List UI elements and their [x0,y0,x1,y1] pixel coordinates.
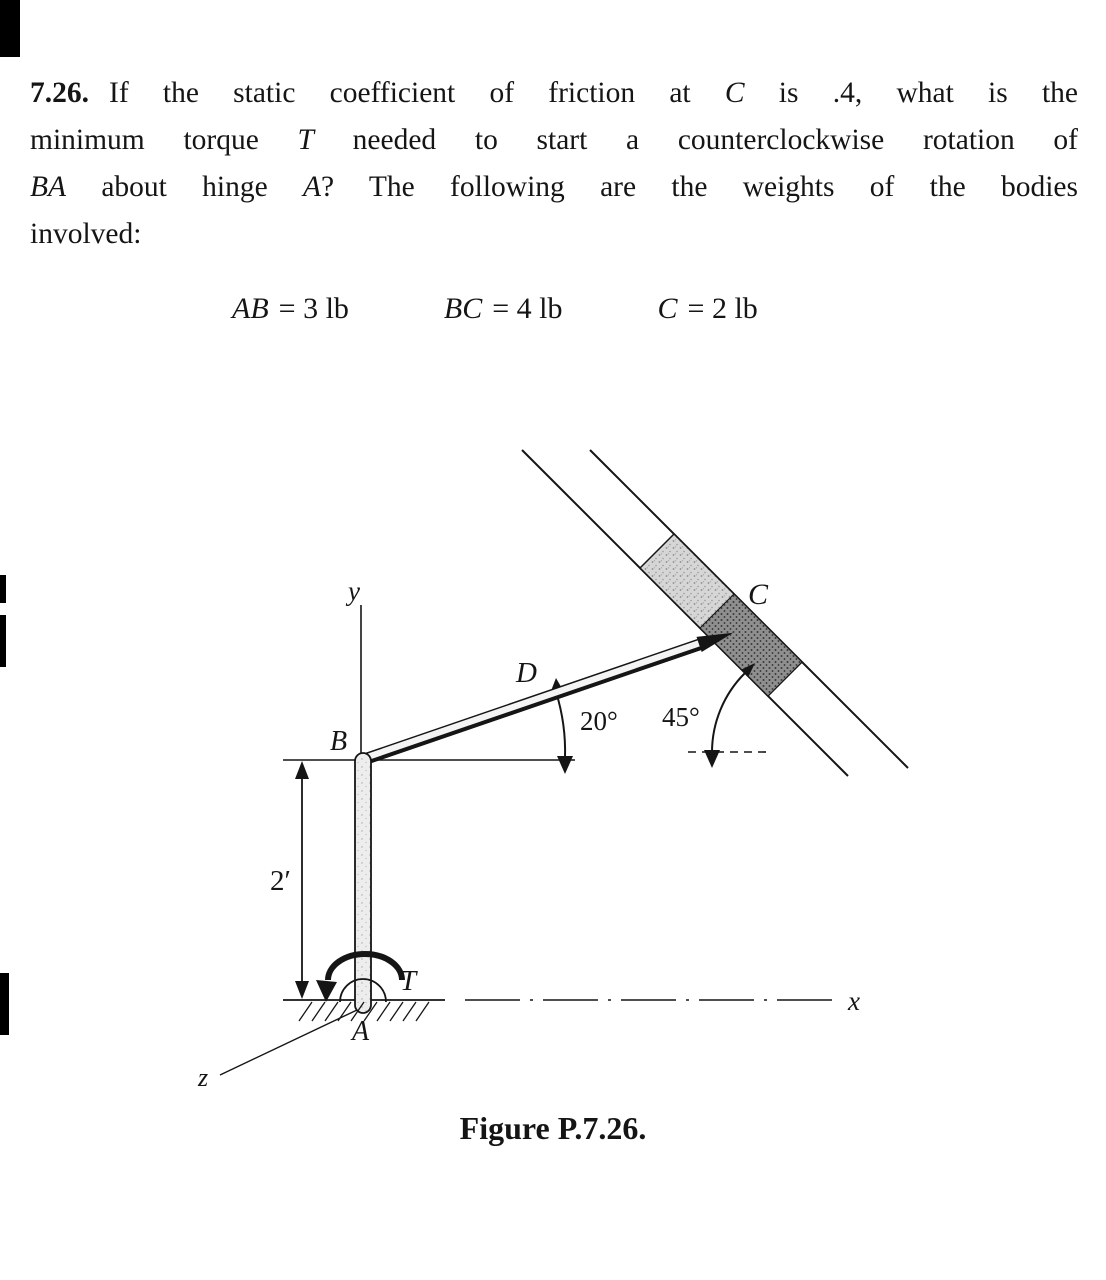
z-axis [220,1010,357,1075]
label-angle-45: 45° [662,702,700,732]
problem-text: about hinge [66,171,304,203]
problem-number: 7.26. [30,77,89,109]
weights-equations [232,292,758,326]
problem-line-2 [30,117,1078,164]
problem-text: If the static coefficient of friction at [109,77,725,109]
problem-line-1 [30,70,1078,117]
label-D: D [516,657,537,689]
problem-text: needed to start a counterclockwise rotation of [313,124,1078,156]
bar-BC [365,625,735,765]
problem-line-4 [30,211,1078,258]
label-y-axis: y [348,576,360,606]
label-A: A [352,1016,370,1047]
block-C [640,534,802,696]
label-C: C [748,578,769,611]
figure-p-7-26 [0,420,1106,1105]
variable-A: A [303,171,322,203]
problem-text: minimum torque [30,124,298,156]
problem-line-3 [30,164,1078,211]
figure-caption: Figure P.7.26. [459,1110,647,1146]
label-dimension: 2′ [270,865,291,897]
label-B: B [330,726,348,757]
equation-BC: BC = 4 lb [443,292,563,325]
equation-C: C = 2 lb [657,292,758,325]
mechanism-diagram [0,420,1106,1100]
problem-text: involved: [30,218,142,250]
bar-AB [355,753,371,1013]
dimension-2ft [295,761,309,999]
label-angle-20: 20° [580,706,618,736]
variable-T: T [297,124,314,156]
label-T: T [400,965,417,997]
scan-artifact [0,0,20,57]
equation-AB: AB = 3 lb [232,292,349,325]
label-z-axis: z [198,1063,209,1092]
label-x-axis: x [848,986,860,1016]
variable-C: C [724,77,745,109]
problem-text: ? The following are the weights of the bodies [321,171,1078,203]
problem-text: is .4, what is the [744,77,1078,109]
problem-statement [30,70,1078,258]
variable-BA: BA [30,171,67,203]
